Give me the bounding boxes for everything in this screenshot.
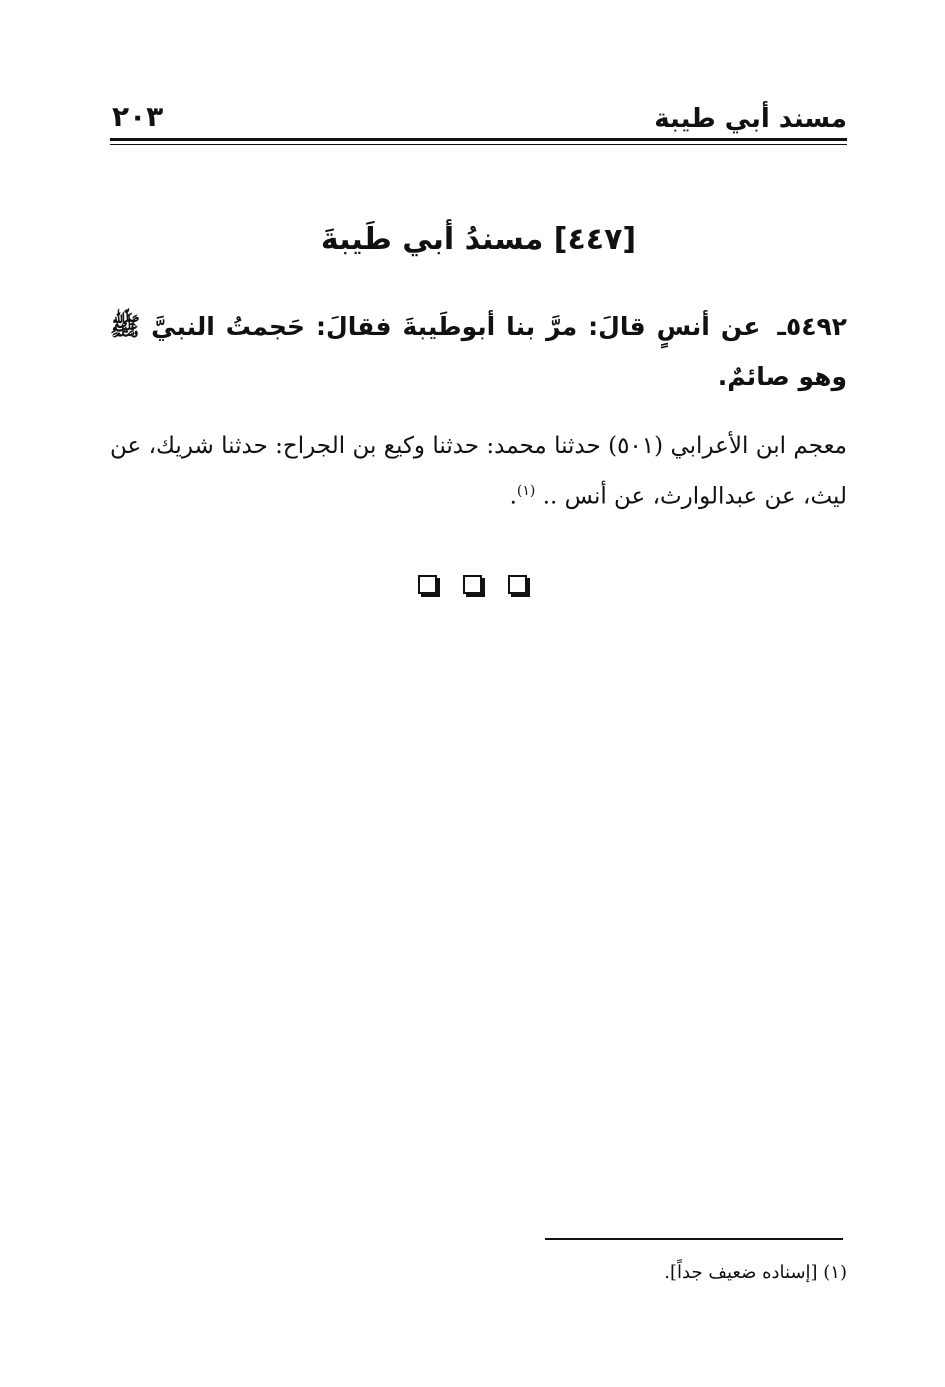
header-rule-thick: [110, 138, 847, 141]
page-number: ٢٠٣: [112, 100, 164, 133]
footnote-rule: [545, 1238, 843, 1240]
section-heading: [٤٤٧] مسندُ أبي طَيبةَ: [320, 222, 637, 257]
footnote: (١) [إسناده ضعيف جداً].: [664, 1262, 847, 1283]
source-paragraph: [110, 424, 847, 520]
source-text: معجم ابن الأعرابي (٥٠١) حدثنا محمد: حدثنا وكيع بن الجراح: حدثنا شريك، عن ليث، عن عبدالوارث، عن أنس ..: [110, 433, 847, 510]
section-separator: [0, 575, 945, 594]
header-rule-thin: [110, 144, 847, 145]
footnote-reference: (١): [516, 483, 536, 499]
hadith-text: عن أنسٍ قالَ: مرَّ بنا أبوطَيبةَ فقالَ: حَجمتُ النبيَّ ﷺ وهو صائمٌ.: [110, 312, 847, 391]
separator-square-icon: [508, 575, 527, 594]
separator-square-icon: [463, 575, 482, 594]
hadith-number: ٥٤٩٢ـ: [777, 312, 847, 341]
hadith-paragraph: [110, 302, 847, 402]
source-end-mark: .: [509, 483, 517, 510]
separator-square-icon: [418, 575, 437, 594]
running-header-title: مسند أبي طيبة: [654, 104, 847, 134]
